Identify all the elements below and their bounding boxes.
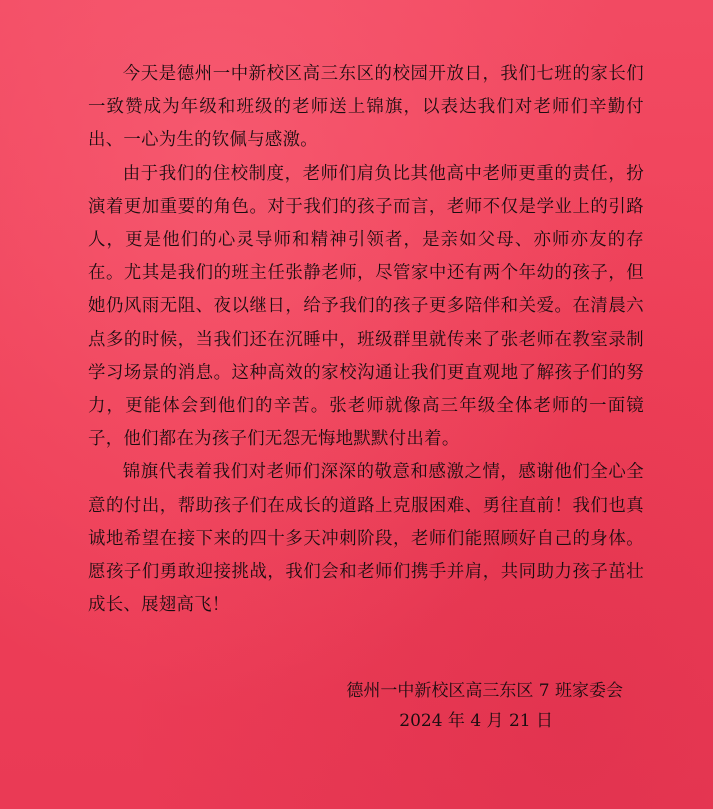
paragraph-1: 今天是德州一中新校区高三东区的校园开放日，我们七班的家长们一致赞成为年级和班级的老师送上锦旗，以表达我们对老师们辛勤付出、一心为生的钦佩与感激。 — [88, 64, 644, 151]
paragraph-3: 锦旗代表着我们对老师们深深的敬意和感激之情，感谢他们全心全意的付出，帮助孩子们在成长的道路上克服困难、勇往直前！我们也真诚地希望在接下来的四十多天冲刺阶段，老师们能照顾好自己的身体。愿孩子们勇敢迎接挑战，我们会和老师们携手并肩，共同助力孩子茁壮成长、展翅高飞！ — [88, 462, 644, 616]
signature-block — [346, 676, 623, 736]
signature-organization: 德州一中新校区高三东区 7 班家委会 — [346, 681, 623, 701]
signature-date: 2024 年 4 月 21 日 — [399, 711, 553, 731]
paragraph-2: 由于我们的住校制度，老师们肩负比其他高中老师更重的责任，扮演着更加重要的角色。对于我们的孩子而言，老师不仅是学业上的引路人，更是他们的心灵导师和精神引领者，是亲如父母、亦师亦友的存在。尤其是我们的班主任张静老师，尽管家中还有两个年幼的孩子，但她仍风雨无阻、夜以继日，给予我们的孩子更多陪伴和关爱。在清晨六点多的时候，当我们还在沉睡中，班级群里就传来了张老师在教室录制学习场景的消息。这种高效的家校沟通让我们更直观地了解孩子们的努力，更能体会到他们的辛苦。张老师就像高三年级全体老师的一面镜子，他们都在为孩子们无怨无悔地默默付出着。 — [88, 163, 644, 450]
letter-body — [88, 58, 644, 622]
